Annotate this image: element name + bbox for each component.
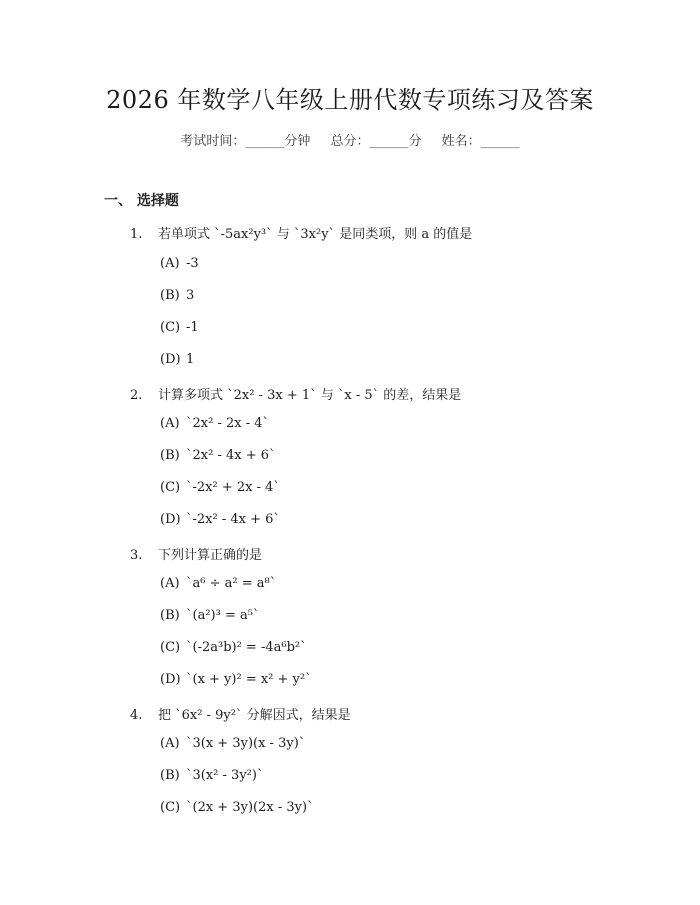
option-1c — [160, 320, 199, 335]
option-label: (A) — [160, 256, 180, 271]
option-2b — [160, 448, 276, 463]
option-1d — [160, 352, 194, 367]
option-text: -1 — [186, 320, 199, 335]
option-label: (C) — [160, 320, 181, 335]
question-1 — [130, 223, 472, 242]
option-text: `(x + y)² = x² + y²` — [186, 672, 312, 687]
option-label: (C) — [160, 640, 181, 655]
option-label: (A) — [160, 736, 180, 751]
exam-meta — [0, 130, 700, 149]
option-3b — [160, 608, 259, 623]
option-text: `3(x² - 3y²)` — [186, 768, 264, 783]
option-text: 1 — [186, 352, 195, 367]
option-text: 3 — [186, 288, 195, 303]
option-text: `(-2a³b)² = -4a⁶b²` — [186, 640, 307, 655]
option-label: (A) — [160, 416, 180, 431]
question-text: 把 `6x² - 9y²` 分解因式，结果是 — [158, 708, 351, 723]
option-label: (C) — [160, 480, 181, 495]
option-2a — [160, 416, 269, 431]
question-3 — [130, 544, 262, 563]
question-number: 4. — [130, 708, 143, 723]
question-2 — [130, 384, 461, 403]
section-heading: 一、 选择题 — [104, 193, 179, 209]
option-label: (B) — [160, 288, 180, 303]
option-3d — [160, 672, 312, 687]
option-text: `2x² - 4x + 6` — [186, 448, 276, 463]
option-2c — [160, 480, 280, 495]
option-text: `(2x + 3y)(2x - 3y)` — [186, 800, 314, 815]
option-4c — [160, 800, 314, 815]
exam-time: 考试时间：______分钟 — [180, 134, 311, 149]
option-text: `-2x² - 4x + 6` — [186, 512, 280, 527]
option-1b — [160, 288, 194, 303]
option-text: `3(x + 3y)(x - 3y)` — [186, 736, 306, 751]
question-number: 2. — [130, 388, 143, 403]
question-text: 计算多项式 `2x² - 3x + 1` 与 `x - 5` 的差，结果是 — [158, 388, 462, 403]
total-score: 总分：______分 — [330, 134, 422, 149]
option-label: (D) — [160, 672, 181, 687]
option-3c — [160, 640, 307, 655]
question-text: 下列计算正确的是 — [158, 548, 263, 563]
page-title: 2026 年数学八年级上册代数专项练习及答案 — [106, 86, 594, 114]
question-4 — [130, 704, 351, 723]
student-name: 姓名：______ — [441, 134, 520, 149]
option-text: -3 — [186, 256, 199, 271]
option-text: `-2x² + 2x - 4` — [186, 480, 280, 495]
option-label: (A) — [160, 576, 180, 591]
option-label: (D) — [160, 512, 181, 527]
question-number: 1. — [130, 227, 143, 242]
option-label: (D) — [160, 352, 181, 367]
option-label: (B) — [160, 608, 180, 623]
question-text: 若单项式 `-5ax²y³` 与 `3x²y` 是同类项，则 a 的值是 — [158, 227, 473, 242]
option-label: (B) — [160, 448, 180, 463]
option-1a — [160, 256, 199, 271]
option-text: `2x² - 2x - 4` — [186, 416, 270, 431]
option-label: (B) — [160, 768, 180, 783]
question-number: 3. — [130, 548, 143, 563]
option-4b — [160, 768, 263, 783]
option-text: `(a²)³ = a⁵` — [186, 608, 260, 623]
option-3a — [160, 576, 276, 591]
option-4a — [160, 736, 305, 751]
option-label: (C) — [160, 800, 181, 815]
option-text: `a⁶ ÷ a² = a⁸` — [186, 576, 277, 591]
option-2d — [160, 512, 280, 527]
